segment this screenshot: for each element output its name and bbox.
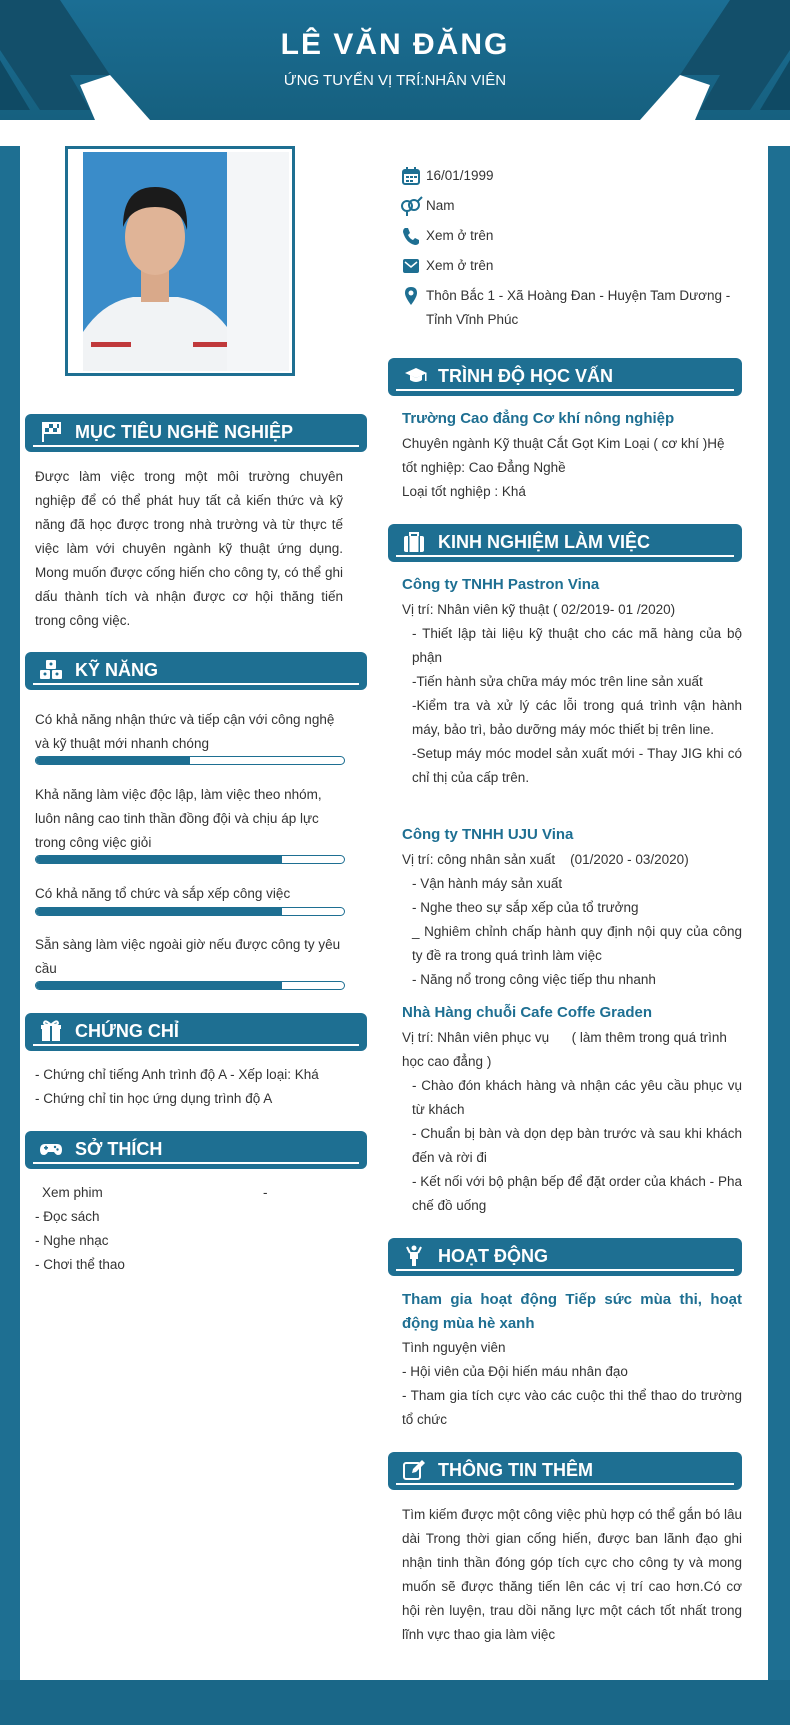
header-gap: [0, 120, 790, 146]
more-info-text: Tìm kiếm được một công việc phù hợp có thể gắn bó lâu dài Trong thời gian cống hiến, được ban lãnh đạo ghi nhận tinh thần đóng góp tích cực cho công ty và mong muốn sẽ được thăng tiến lên các vị trí cao hơn.Có cơ hội rèn luyện, trau dồi năng lực một cách tốt nhất trong lĩnh vực thao gia làm việc: [402, 1507, 742, 1642]
skill-bar: [35, 756, 345, 765]
hobby-item: - Đọc sách: [35, 1209, 100, 1224]
hobby-item: - Nghe nhạc: [35, 1233, 109, 1248]
skill-label: Có khả năng nhận thức và tiếp cận với công nghệ và kỹ thuật mới nhanh chóng: [35, 712, 335, 751]
birthday: 16/01/1999: [426, 168, 494, 183]
section-education: [388, 358, 742, 396]
career-goal-text: Được làm việc trong một môi trường chuyên nghiệp để có thể phát huy tất cả kiến thức và kỹ năng đã học được trong nhà trường và từ thực tế việc làm với chuyên ngành kỹ thuật ứng dụng. Mong muốn được cống hiến cho công ty, có thể ghi dấu thành tích và nhận được cơ hội thăng tiến trong công việc.: [35, 469, 343, 628]
company-name: Công ty TNHH UJU Vina: [402, 826, 574, 843]
section-activities: [388, 1238, 742, 1276]
gift-icon: [39, 1019, 63, 1043]
section-title: KỸ NĂNG: [75, 660, 159, 680]
email: Xem ở trên: [426, 258, 494, 273]
job-duty: - Năng nổ trong công việc tiếp thu nhanh: [412, 972, 656, 987]
photo-background-right: [227, 152, 289, 371]
education-grade: Loại tốt nghiệp : Khá: [402, 484, 526, 499]
gender-icon: [399, 196, 423, 216]
job-duty: -Tiến hành sửa chữa máy móc trên line sản xuất: [412, 674, 703, 689]
flag-icon: [39, 420, 63, 444]
hobby-dash: -: [263, 1185, 268, 1200]
section-title: CHỨNG CHỈ: [75, 1021, 179, 1041]
section-title: KINH NGHIỆM LÀM VIỆC: [438, 532, 651, 552]
job-duty: - Nghe theo sự sắp xếp của tổ trưởng: [412, 900, 639, 915]
applied-position: ỨNG TUYỂN VỊ TRÍ:NHÂN VIÊN: [283, 72, 507, 89]
activity-item: - Hội viên của Đội hiến máu nhân đạo: [402, 1364, 628, 1379]
job-duty: -Kiểm tra và xử lý các lỗi trong quá trình vận hành máy, bảo trì, bảo dưỡng máy móc thiết bị trên line.: [412, 698, 742, 737]
job-role: Vị trí: công nhân sản xuất (01/2020 - 03/2020): [402, 852, 689, 867]
skill-bar: [35, 855, 345, 864]
job-role: Vị trí: Nhân viên phục vụ ( làm thêm trong quá trình học cao đẳng ): [402, 1030, 731, 1069]
person-icon: [402, 1244, 426, 1268]
activity-item: - Tham gia tích cực vào các cuộc thi thể thao do trường tổ chức: [402, 1388, 742, 1427]
job-duty: _ Nghiêm chỉnh chấp hành quy định nội quy của công ty đề ra trong quá trình làm việc: [412, 924, 742, 963]
gamepad-icon: [39, 1137, 63, 1161]
email-icon: [401, 256, 421, 276]
activity-heading: Tham gia hoạt động Tiếp sức mùa thi, hoạt động mùa hè xanh: [402, 1291, 742, 1332]
job-duty: - Thiết lập tài liệu kỹ thuật cho các mã hàng của bộ phận: [412, 626, 742, 665]
section-title: HOẠT ĐỘNG: [438, 1246, 548, 1266]
skill-label: Khả năng làm việc độc lập, làm việc theo nhóm, luôn nâng cao tinh thần đồng đội và chịu áp lực trong công việc giỏi: [35, 787, 322, 850]
job-role: Vị trí: Nhân viên kỹ thuật ( 02/2019- 01 /2020): [402, 602, 676, 617]
activity-role: Tình nguyện viên: [402, 1340, 506, 1355]
hobby-item: Xem phim: [42, 1185, 103, 1200]
phone-icon: [401, 226, 421, 246]
job-duty: -Setup máy móc model sản xuất mới - Thay JIG khi có chỉ thị của cấp trên.: [412, 746, 742, 785]
job-duty: - Kết nối với bộ phận bếp để đặt order của khách - Pha chế đồ uống: [412, 1174, 742, 1213]
graduation-cap-icon: [402, 364, 430, 388]
candidate-name: LÊ VĂN ĐĂNG: [280, 28, 510, 61]
avatar: [83, 152, 227, 371]
section-title: MỤC TIÊU NGHỀ NGHIỆP: [75, 422, 294, 442]
section-title: TRÌNH ĐỘ HỌC VẤN: [438, 366, 613, 386]
hobby-item: - Chơi thể thao: [35, 1257, 125, 1272]
section-title: THÔNG TIN THÊM: [438, 1460, 593, 1480]
job-duty: - Chuẩn bị bàn và dọn dẹp bàn trước và sau khi khách đến và rời đi: [412, 1126, 742, 1165]
footer-band: [0, 1680, 790, 1725]
section-experience: [388, 524, 742, 562]
cubes-icon: [39, 658, 63, 682]
certificate-item: - Chứng chỉ tiếng Anh trình độ A - Xếp loại: Khá: [35, 1067, 319, 1082]
section-title: SỞ THÍCH: [75, 1139, 163, 1159]
section-more-info: [388, 1452, 742, 1490]
briefcase-icon: [402, 530, 426, 554]
calendar-icon: [401, 166, 421, 186]
job-duty: - Chào đón khách hàng và nhận các yêu cầu phục vụ từ khách: [412, 1078, 742, 1117]
section-skills: [25, 652, 367, 690]
section-hobbies: [25, 1131, 367, 1169]
job-duty: - Vận hành máy sản xuất: [412, 876, 563, 891]
address-line-2: Tỉnh Vĩnh Phúc: [426, 312, 519, 327]
location-icon: [401, 286, 421, 306]
school-name: Trường Cao đẳng Cơ khí nông nghiệp: [402, 410, 675, 427]
header-banner: [0, 0, 790, 120]
section-career-goal: [25, 414, 367, 452]
skill-bar: [35, 907, 345, 916]
skill-bar: [35, 981, 345, 990]
section-certificates: [25, 1013, 367, 1051]
gender: Nam: [426, 198, 455, 213]
skill-label: Có khả năng tổ chức và sắp xếp công việc: [35, 886, 291, 901]
phone: Xem ở trên: [426, 228, 494, 243]
education-major: Chuyên ngành Kỹ thuật Cắt Gọt Kim Loại ( cơ khí )Hệ tốt nghiệp: Cao Đẳng Nghề: [402, 436, 725, 475]
certificate-item: - Chứng chỉ tin học ứng dụng trình độ A: [35, 1091, 273, 1106]
address-line-1: Thôn Bắc 1 - Xã Hoàng Đan - Huyện Tam Dương -: [426, 288, 731, 303]
company-name: Công ty TNHH Pastron Vina: [402, 576, 600, 593]
skill-label: Sẵn sàng làm việc ngoài giờ nếu được công ty yêu cầu: [35, 937, 341, 976]
company-name: Nhà Hàng chuỗi Cafe Coffe Graden: [402, 1004, 653, 1021]
edit-icon: [402, 1458, 426, 1482]
